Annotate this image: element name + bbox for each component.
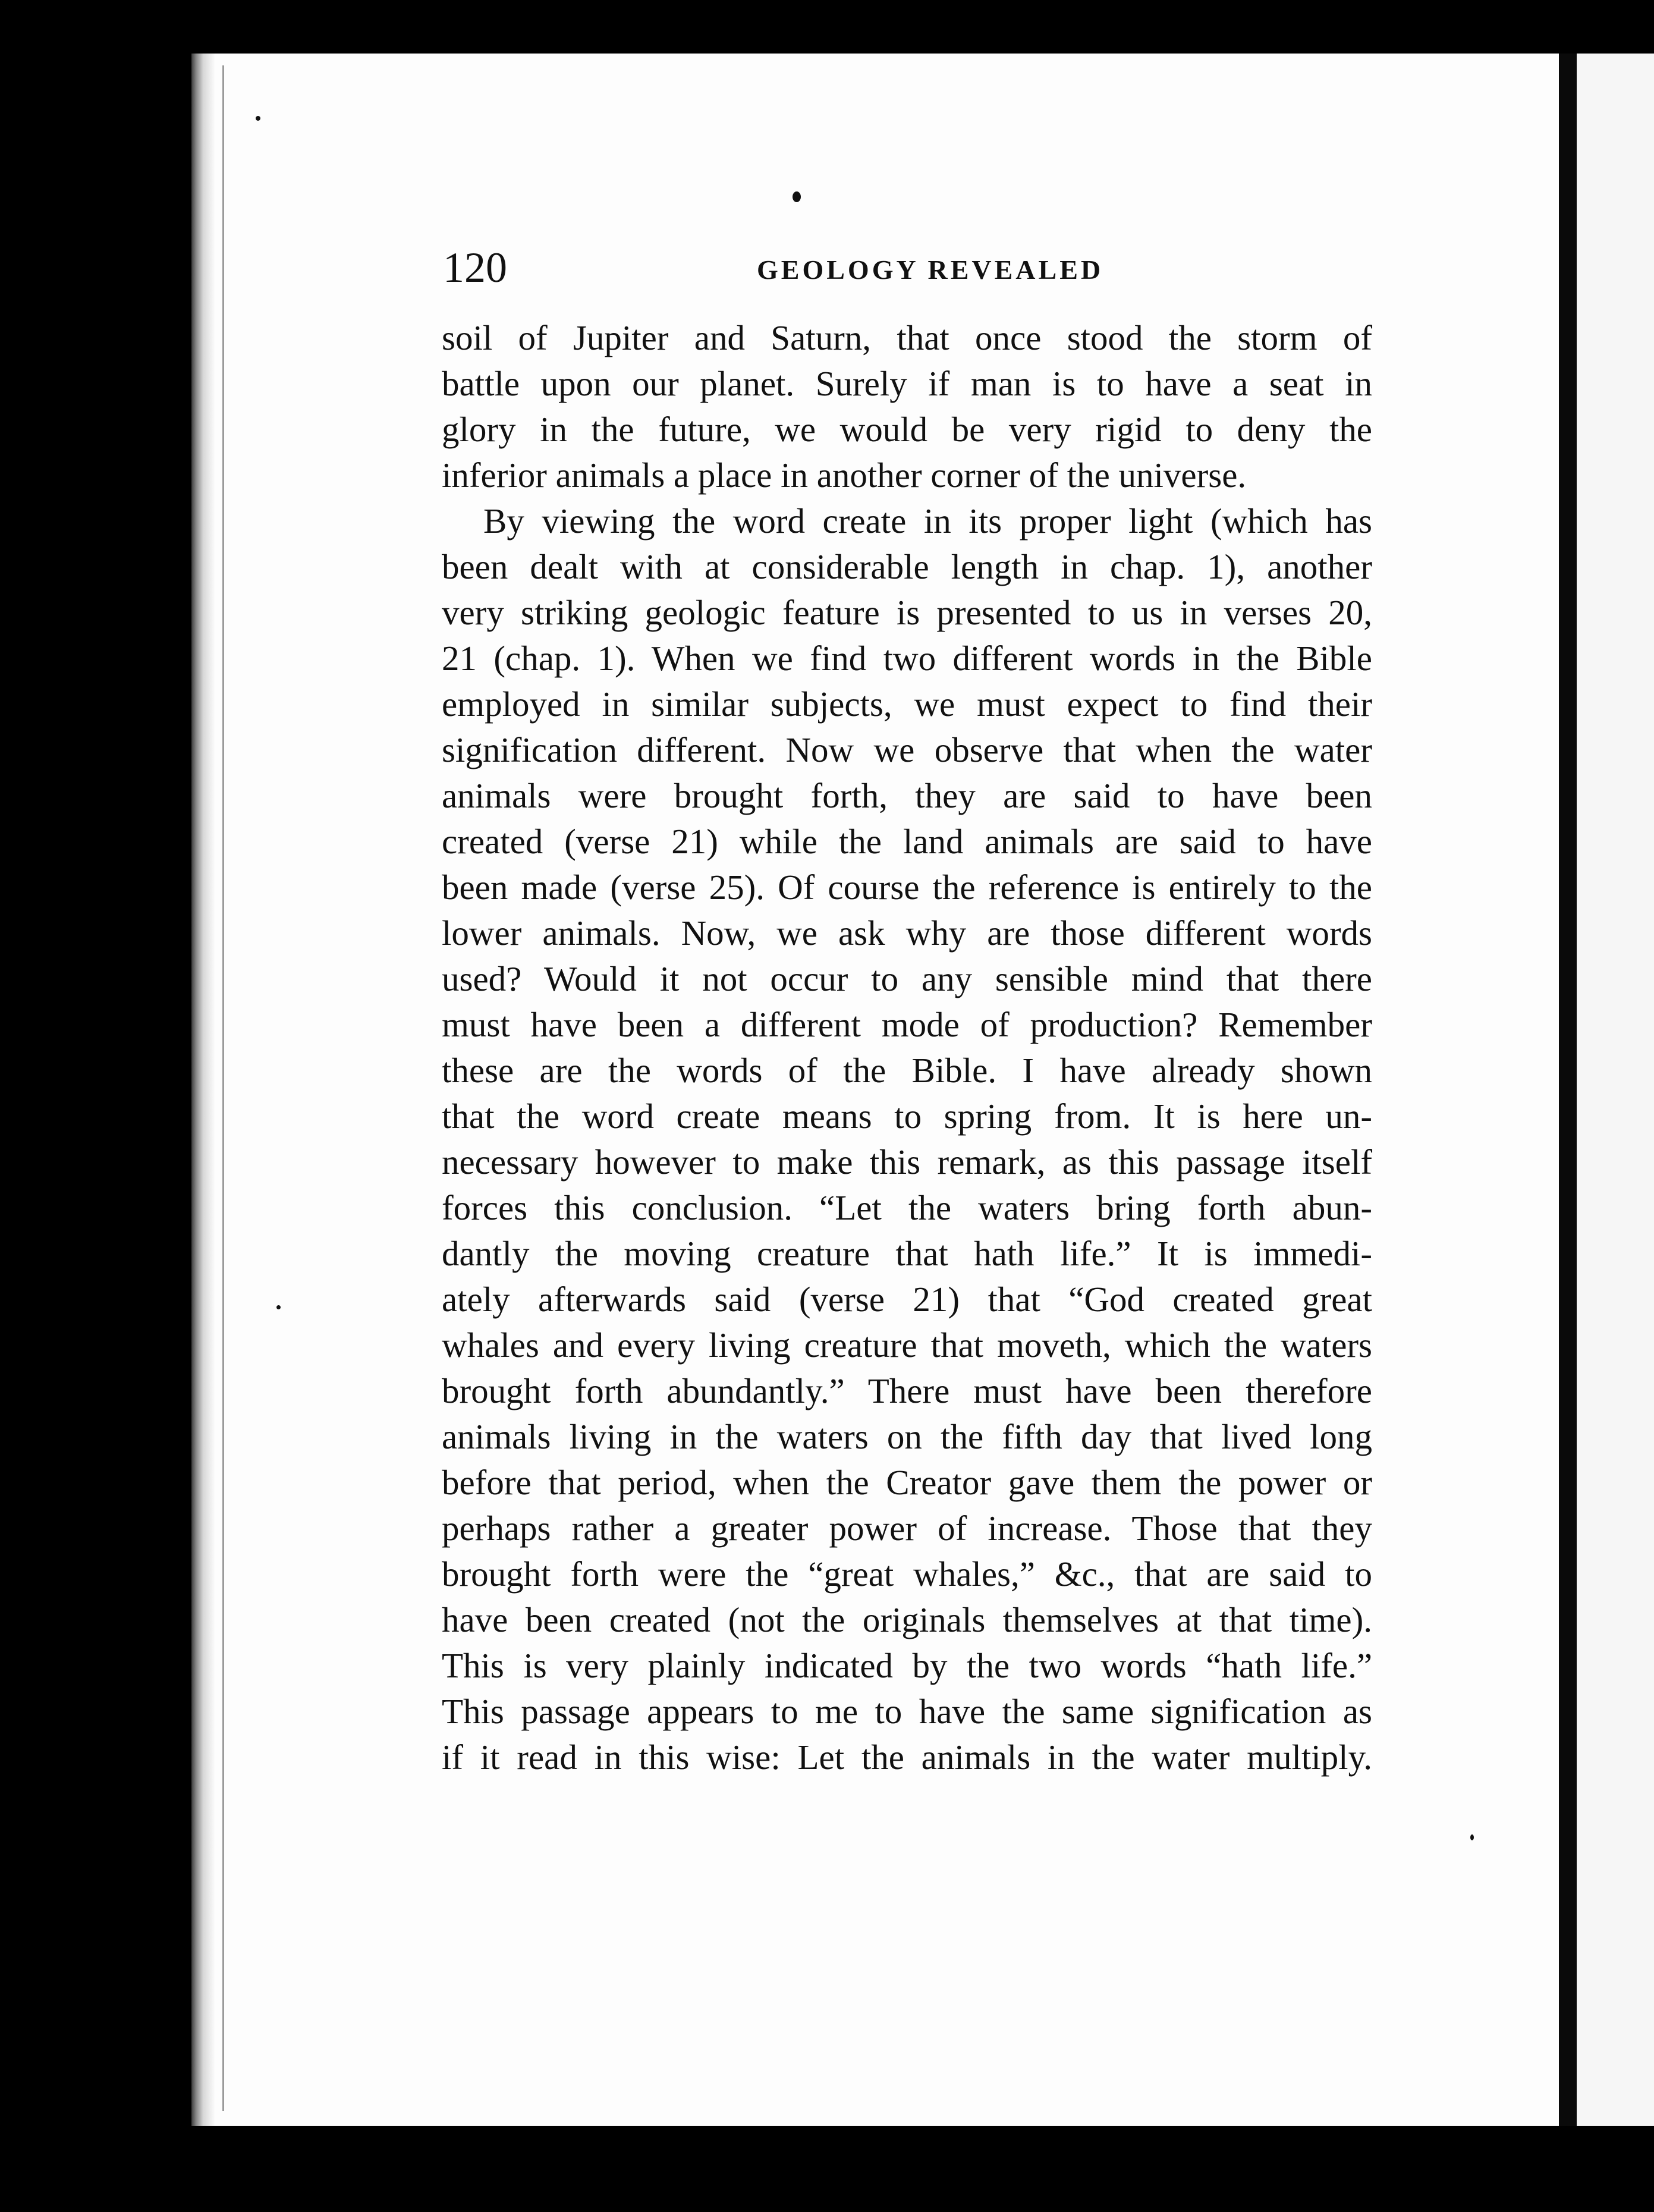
text-line: used? Would it not occur to any sensible mind that there — [442, 959, 1372, 998]
text-line: animals were brought forth, they are said to have been — [442, 776, 1372, 815]
text-line: been made (verse 25). Of course the reference is entirely to the — [442, 868, 1372, 907]
ink-speck — [793, 191, 801, 202]
ink-speck — [276, 1305, 281, 1309]
text-line: battle upon our planet. Surely if man is to have a seat in — [442, 364, 1372, 403]
scan-border-top — [0, 0, 1654, 54]
text-line: ately afterwards said (verse 21) that “God created great — [442, 1280, 1372, 1319]
paragraph — [442, 315, 1372, 498]
text-line: created (verse 21) while the land animals are said to have — [442, 822, 1372, 861]
text-line: employed in similar subjects, we must expect to find their — [442, 684, 1372, 724]
text-line: glory in the future, we would be very rigid to deny the — [442, 410, 1372, 449]
running-title: GEOLOGY REVEALED — [757, 254, 1104, 285]
text-line: This passage appears to me to have the same signification as — [442, 1692, 1372, 1731]
ink-speck — [1470, 1834, 1474, 1840]
text-line: brought forth were the “great whales,” &c., that are said to — [442, 1554, 1372, 1594]
text-line: lower animals. Now, we ask why are those different words — [442, 913, 1372, 953]
running-head — [443, 241, 1370, 294]
text-line: inferior animals a place in another corner of the universe. — [442, 455, 1247, 495]
text-line: these are the words of the Bible. I have already shown — [442, 1051, 1372, 1090]
text-line: before that period, when the Creator gave them the power or — [442, 1463, 1372, 1502]
text-line: 21 (chap. 1). When we find two different words in the Bible — [442, 639, 1372, 678]
text-line: brought forth abundantly.” There must have been therefore — [442, 1371, 1372, 1410]
text-line: necessary however to make this remark, as this passage itself — [442, 1142, 1372, 1182]
text-line: soil of Jupiter and Saturn, that once stood the storm of — [442, 318, 1372, 357]
text-line: that the word create means to spring from. It is here un- — [442, 1096, 1372, 1136]
text-line: animals living in the waters on the fifth day that lived long — [442, 1417, 1372, 1456]
text-line: By viewing the word create in its proper light (which has — [483, 501, 1372, 541]
text-line: very striking geologic feature is presented to us in verses 20, — [442, 593, 1372, 632]
text-line: signification different. Now we observe that when the water — [442, 730, 1372, 769]
scan-border-bottom — [0, 2126, 1654, 2212]
text-line: This is very plainly indicated by the two words “hath life.” — [442, 1646, 1372, 1685]
scan-border-left — [0, 0, 191, 2212]
text-line: perhaps rather a greater power of increase. Those that they — [442, 1509, 1372, 1548]
page-number: 120 — [443, 244, 507, 291]
adjacent-page-edge — [1577, 54, 1654, 2126]
text-line: whales and every living creature that moveth, which the waters — [442, 1325, 1372, 1365]
text-line: must have been a different mode of production? Remember — [442, 1005, 1372, 1044]
text-line: have been created (not the originals themselves at that time). — [442, 1600, 1372, 1639]
text-line: forces this conclusion. “Let the waters bring forth abun- — [442, 1188, 1372, 1227]
paragraph — [442, 498, 1372, 1780]
page-binding-shadow — [191, 54, 215, 2126]
page-edge-line — [222, 65, 224, 2111]
text-line: if it read in this wise: Let the animals in the water multiply. — [442, 1737, 1372, 1777]
body-text — [442, 315, 1372, 1780]
text-line: been dealt with at considerable length in chap. 1), another — [442, 547, 1372, 586]
text-line: dantly the moving creature that hath life.” It is immedi- — [442, 1234, 1372, 1273]
ink-speck — [256, 116, 260, 121]
scan-border-right — [1559, 54, 1577, 2126]
